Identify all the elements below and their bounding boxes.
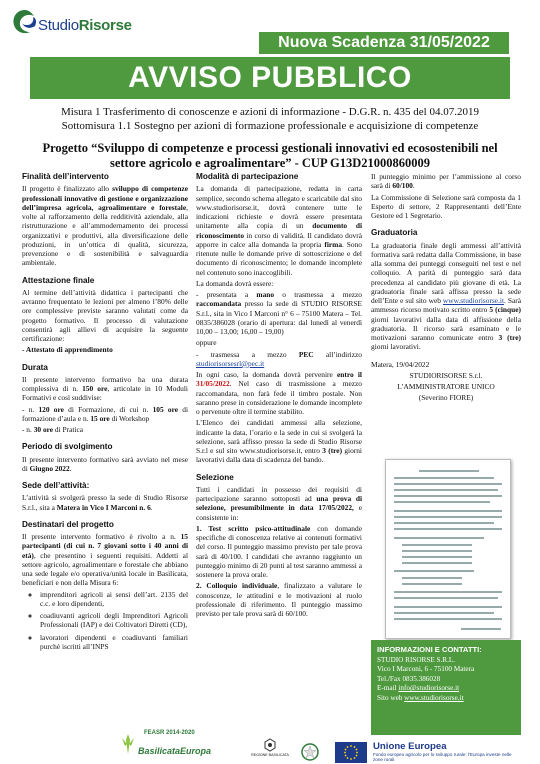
modalita-intro: La domanda dovrà essere:	[196, 278, 274, 288]
modalita-mano: - presentata a mano o trasmessa a mezzo raccomandata presso la sede di STUDIO RISORSE S.r.l., sita in Vico I Marconi n° 6 – 75100 Matera – Tel. 0835/386028 (orario di apertura: dal lunedì al venerdì 10,00 – 13,00; 16,00 – 19,00)	[196, 290, 362, 336]
pec-link[interactable]: studiorisorsesrl@pec.it	[196, 358, 265, 368]
eu-title: Unione Europea	[373, 741, 447, 752]
wheat-icon	[116, 732, 140, 756]
eu-subtitle: Fondo europeo agricolo per lo sviluppo rurale: l'Europa investe nelle zone rurali	[373, 752, 512, 762]
contact-box	[371, 640, 521, 735]
column-middle	[196, 172, 362, 620]
sede-text: L’attività si svolgerà presso la sede di Studio Risorse S.r.l., sita a Matera in Vico I Marconi n. 6.	[22, 493, 188, 512]
website-link[interactable]: www.studiorisorse.it	[442, 296, 505, 305]
site-link[interactable]: www.studiorisorse.it	[404, 693, 464, 702]
page-title: AVVISO PUBBLICO	[30, 57, 510, 99]
attestazione-text: Al termine dell’attività didattica i partecipanti che avranno frequentato le lezioni per almeno l’80% delle ore complessive previste saranno valutati come da progetto formativo. Il processo di valutazione consentirà agli allievi di acquisire la seguente certificazione:	[22, 287, 188, 343]
email-link[interactable]: info@studiorisorse.it	[398, 684, 460, 692]
modalita-text: La domanda di partecipazione, redatta in carta semplice, secondo schema allegato e scaricabile dal sito www.studiorisorse.it, dovrà contenere tutte le indicazioni richieste e dovrà essere presentata unitamente alla copia di un documento di riconoscimento in corso di validità. Il candidato dovrà apporre in calce alla domanda la propria firma. Sono ritenute nulle le domande prive di sottoscrizione e del documento di riconoscimento; le domande incomplete nel contenuto sono inaccoglibili.	[196, 184, 362, 277]
contact-heading: INFORMAZIONI E CONTATTI:	[377, 645, 482, 654]
heading-graduatoria: Graduatoria	[371, 228, 418, 238]
subtitle-submeasure: Sottomisura 1.1 Sostegno per azioni di formazione professionale e acquisizione di competenze	[61, 120, 479, 132]
studio-risorse-logo	[10, 6, 140, 44]
contact-site-row: Sito web www.studiorisorse.it	[377, 693, 464, 702]
durata-item-pratica: - n. 30 ore di Pratica	[22, 425, 84, 434]
feasr-text: FEASR 2014-2020	[144, 730, 195, 736]
regione-basilicata-logo	[250, 738, 290, 764]
regione-emblem-icon	[263, 738, 277, 752]
heading-selezione: Selezione	[196, 472, 234, 482]
modalita-elenco: L’Elenco dei candidati ammessi alla selezione, indicante la data, l’orario e la sede in cui si svolgerà la selezione, sarà affisso presso la sede di Studio Risorse S.r.l e sul sito www.studiorisorse.it, entro 3 (tre) giorni lavorativi dalla data di scadenza del bando.	[196, 418, 362, 465]
project-title: Progetto “Sviluppo di competenze e processi gestionali innovativi ed ecosostenibili nel settore agricolo e agroalimentare” - CUP G13D21000860009	[42, 141, 498, 170]
destinatari-list	[22, 590, 188, 652]
heading-destinatari: Destinatari del progetto	[22, 519, 114, 529]
finalita-text: Il progetto è finalizzato allo sviluppo di competenze professionali innovative di gestione e organizzazione dell’impresa agricola, agroalimentare e forestale, volte al rafforzamento della redditività aziendale, alla ristrutturazione e all’ammodernamento dei processi organizzativi e produttivi, alla diversificazione delle produzioni, in un’ottica di qualità, sicurezza, prevenzione e di sostenibilità e salvaguardia ambientale.	[22, 184, 189, 268]
contact-company: STUDIO RISORSE S.R.L.	[377, 655, 456, 664]
graduatoria-text: La graduatoria finale degli ammessi all’attività formativa sarà redatta dalla Commissione, in base alla somma dei punteggi conseguiti nel test e nel colloquio. A parità di punteggio sarà data precedenza al candidato più giovane di età. La graduatoria finale sarà affissa presso la sede dell’Ente e sul sito web www.studiorisorse.it. Sarà ammesso ricorso motivato scritto entro 5 (cinque) giorni lavorativi dalla data di affissione della graduatoria. Il ricorso sarà esaminato e le motivazioni saranno comunicate entro 3 (tre) giorni lavorativi.	[371, 240, 521, 352]
feasr-logo	[112, 730, 212, 764]
basilicata-europa-text: BasilicataEuropa	[138, 746, 212, 756]
punteggio-minimo: Il punteggio minimo per l’ammissione al corso sarà di 60/100.	[371, 172, 521, 191]
contact-address: Vico I Marconi, 6 - 75100 Matera	[377, 665, 475, 673]
selezione-text: Tutti i candidati in possesso dei requisiti di partecipazione saranno sottoposti ad una prova di selezione, presumibilmente in data 17/05/2022, e consistente in:	[196, 484, 362, 522]
deadline-banner: Nuova Scadenza 31/05/2022	[259, 32, 509, 54]
modalita-oppure: oppure	[196, 338, 217, 348]
signature-company: STUDIORISORSE S.r.l.	[409, 370, 483, 380]
heading-periodo: Periodo di svolgimento	[22, 442, 113, 452]
heading-attestazione: Attestazione finale	[22, 275, 95, 285]
selezione-colloquio: 2. Colloquio individuale, finalizzato a valutare le conoscenze, le attitudini e le motivazioni al ruolo professionale di riferimento. Il punteggio massimo previsto per tale prova sarà di 60/100.	[196, 581, 363, 618]
logo-swirl-icon	[10, 8, 40, 40]
signature-role: L’AMMINISTRATORE UNICO	[397, 382, 495, 391]
selezione-test: 1. Test scritto psico-attitudinale con domande specifiche di conoscenza relative ai contenuti formativi del corso. Il punteggio massimo previsto per tale prova sarà di 40/100. I candidati che avranno raggiunto un punteggio minimo di 20 punti al test saranno ammessi a sostenere la prova orale.	[196, 523, 362, 579]
place-date: Matera, 19/04/2022	[371, 359, 430, 369]
heading-modalita: Modalità di partecipazione	[196, 172, 299, 181]
commissione-text: La Commissione di Selezione sarà composta da 1 Esperto di settore, 2 Rappresentanti dell’Ente Gestore ed 1 Segretario.	[371, 192, 521, 220]
subtitle-measure: Misura 1 Trasferimento di conoscenze e azioni di informazione - D.G.R. n. 435 del 04.07.2019	[61, 106, 479, 118]
attestazione-item: - Attestato di apprendimento	[22, 345, 113, 355]
unione-europea-logo	[335, 740, 510, 764]
column-right	[371, 172, 521, 405]
durata-text: Il presente intervento formativo ha una durata complessiva di n. 150 ore, articolate in 10 Moduli Formativi e così suddivise:	[22, 374, 188, 403]
regione-text: REGIONE BASILICATA	[251, 753, 289, 757]
italian-republic-emblem-icon	[300, 742, 320, 762]
destinatari-text: Il presente intervento formativo è rivolto a n. 15 partecipanti (di cui n. 7 giovani sotto i 40 anni di età), che presentino i seguenti requisiti. Addetti al settore agricolo, agroalimentare e forestale che abbiano una sede legale e/o operativa/unità locale in Basilicata, beneficiari e non della Misura 6:	[22, 532, 188, 588]
durata-item-formazione: - n. 120 ore di Formazione, di cui n. 105 ore di formazione d’aula e n. 15 ore di Workshop	[22, 404, 188, 423]
list-item: ◦ imprenditori agricoli ai sensi dell’art. 2135 del c.c. e loro dipendenti,	[40, 590, 188, 609]
modalita-pec: - trasmessa a mezzo PEC all’indirizzo studiorisorsesrl@pec.it	[196, 349, 362, 368]
signature-name: (Severino FIORE)	[418, 393, 474, 403]
contact-email-row: E-mail info@studiorisorse.it	[377, 684, 460, 692]
column-left	[22, 172, 188, 654]
heading-finalita: Finalità dell’intervento	[22, 172, 109, 181]
modalita-scadenza: In ogni caso, la domanda dovrà pervenire entro il 31/05/2022. Nel caso di trasmissione a mezzo raccomandata, non farà fede il timbro postale. Non saranno prese in considerazione le domande incomplete o pervenute oltre il termine stabilito.	[196, 370, 362, 416]
logo-text: StudioRisorse	[38, 17, 132, 34]
eu-flag-icon	[335, 742, 367, 763]
list-item: ◦ lavoratori dipendenti e coadiuvanti familiari purchè iscritti all’INPS	[40, 633, 188, 652]
heading-sede: Sede dell’attività:	[22, 481, 90, 490]
periodo-text: Il presente intervento formativo sarà avviato nel mese di Giugno 2022.	[22, 454, 188, 473]
contact-phone: Tel./Fax 0835.386028	[377, 674, 441, 683]
list-item: ◦ coadiuvanti agricoli degli Imprenditori Agricoli Professionali (IAP) e dei Coltivatori Diretti (CD),	[40, 611, 188, 630]
application-form-thumbnail	[385, 459, 511, 639]
footer-logos	[0, 730, 540, 764]
heading-durata: Durata	[22, 362, 48, 372]
